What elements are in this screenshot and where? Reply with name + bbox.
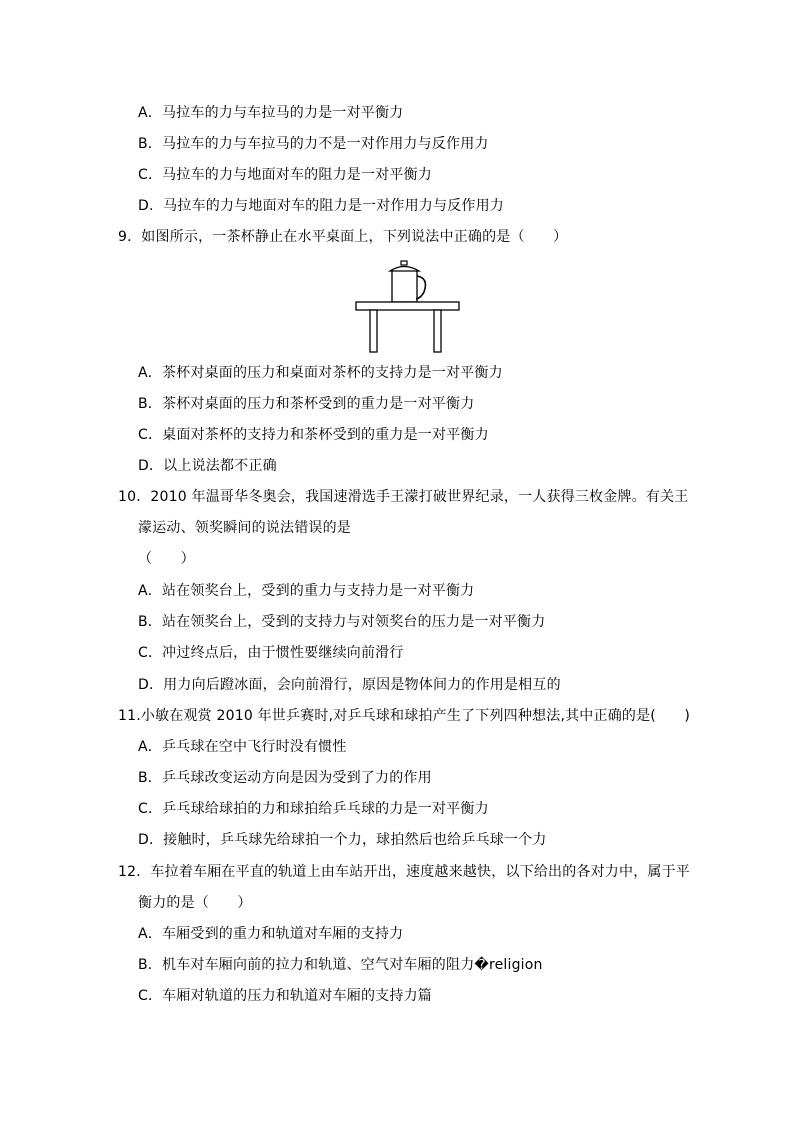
q12-option-b: B．机车对车厢向前的拉力和轨道、空气对车厢的阻力�religion — [138, 957, 543, 973]
teacup-body — [392, 270, 417, 302]
teacup-lid — [390, 267, 419, 272]
q12-stem-line-2: 衡力的是（ ） — [138, 895, 252, 911]
q8-option-a: A．马拉车的力与车拉马的力是一对平衡力 — [138, 105, 404, 121]
q8-option-b: B．马拉车的力与车拉马的力不是一对作用力与反作用力 — [138, 136, 489, 152]
q11-option-b: B．乒乓球改变运动方向是因为受到了力的作用 — [138, 770, 432, 786]
q11-option-c: C．乒乓球给球拍的力和球拍给乒乓球的力是一对平衡力 — [138, 801, 489, 817]
teacup-on-table-figure — [354, 258, 464, 354]
q9-option-a: A．茶杯对桌面的压力和桌面对茶杯的支持力是一对平衡力 — [138, 365, 503, 381]
q10-option-b: B．站在领奖台上，受到的支持力与对领奖台的压力是一对平衡力 — [138, 614, 546, 630]
q10-stem-line-3: （ ） — [138, 551, 195, 567]
q9-stem: 9．如图所示，一茶杯静止在水平桌面上，下列说法中正确的是（ ） — [118, 229, 568, 245]
q11-option-d: D．接触时，乒乓球先给球拍一个力，球拍然后也给乒乓球一个力 — [138, 832, 547, 848]
q10-stem-line-1: 10．2010 年温哥华冬奥会，我国速滑选手王濛打破世界纪录，一人获得三枚金牌。有关王 — [118, 489, 689, 505]
q12-stem-line-1: 12．车拉着车厢在平直的轨道上由车站开出，速度越来越快，以下给出的各对力中，属于平 — [118, 864, 691, 880]
teacup-lid-knob — [401, 261, 407, 265]
q10-option-a: A．站在领奖台上，受到的重力与支持力是一对平衡力 — [138, 583, 475, 599]
q9-option-b: B．茶杯对桌面的压力和茶杯受到的重力是一对平衡力 — [138, 396, 475, 412]
q9-option-c: C．桌面对茶杯的支持力和茶杯受到的重力是一对平衡力 — [138, 427, 489, 443]
q12-option-c: C．车厢对轨道的压力和轨道对车厢的支持力篇 — [138, 988, 432, 1004]
q9-option-d: D．以上说法都不正确 — [138, 458, 277, 474]
table-leg-left — [370, 310, 377, 352]
table-leg-right — [434, 310, 441, 352]
q11-stem: 11.小敏在观赏 2010 年世乒赛时,对乒乓球和球拍产生了下列四种想法,其中正确的是( ) — [118, 708, 691, 724]
table-top — [356, 302, 459, 310]
q8-option-c: C．马拉车的力与地面对车的阻力是一对平衡力 — [138, 167, 432, 183]
q10-option-d: D．用力向后蹬冰面，会向前滑行，原因是物体间力的作用是相互的 — [138, 677, 561, 693]
q10-option-c: C．冲过终点后，由于惯性要继续向前滑行 — [138, 645, 404, 661]
q11-option-a: A．乒乓球在空中飞行时没有惯性 — [138, 739, 347, 755]
q10-stem-line-2: 濛运动、领奖瞬间的说法错误的是 — [138, 520, 351, 536]
q12-option-a: A．车厢受到的重力和轨道对车厢的支持力 — [138, 926, 404, 942]
q8-option-d: D．马拉车的力与地面对车的阻力是一对作用力与反作用力 — [138, 198, 504, 214]
